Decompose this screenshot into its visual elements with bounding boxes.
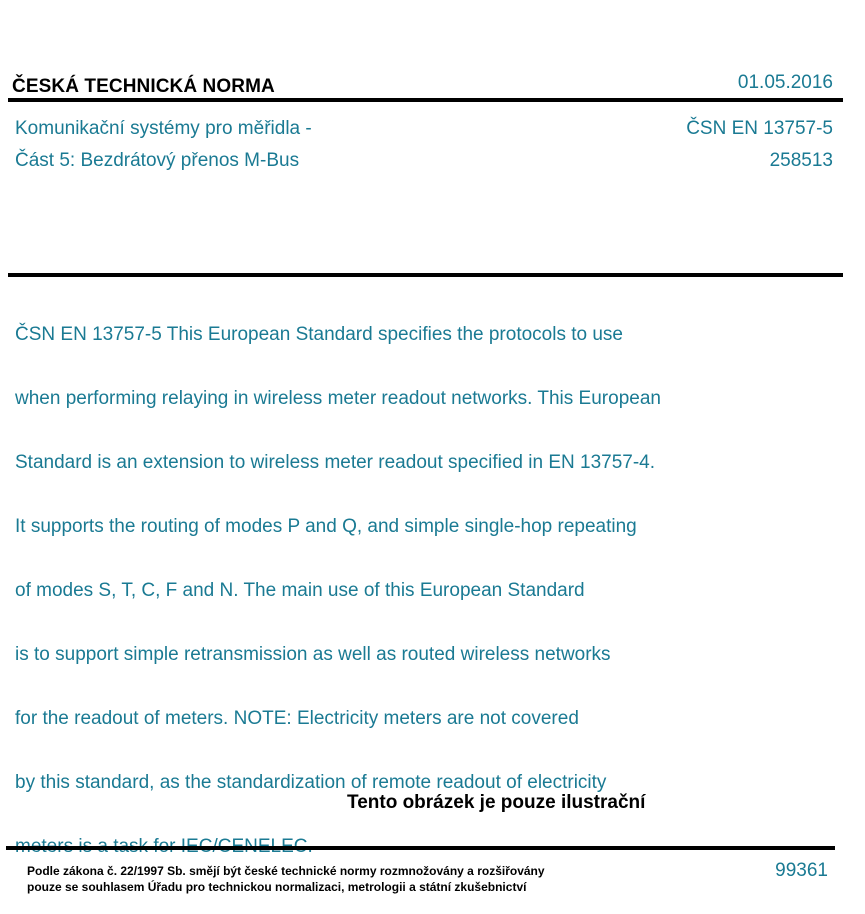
abstract-line: ČSN EN 13757-5 This European Standard specifies the protocols to use bbox=[15, 324, 623, 345]
document-header-title: ČESKÁ TECHNICKÁ NORMA bbox=[12, 76, 275, 97]
abstract-line: for the readout of meters. NOTE: Electricity meters are not covered bbox=[15, 708, 579, 729]
illustration-notice: Tento obrázek je pouze ilustrační bbox=[347, 792, 646, 813]
copyright-notice bbox=[27, 863, 545, 895]
abstract-line: It supports the routing of modes P and Q, and simple single-hop repeating bbox=[15, 516, 637, 537]
abstract-line: Standard is an extension to wireless meter readout specified in EN 13757-4. bbox=[15, 452, 656, 473]
document-title-block bbox=[15, 113, 312, 177]
document-title-line-2: Část 5: Bezdrátový přenos M-Bus bbox=[15, 150, 300, 171]
standard-number: ČSN EN 13757-5 bbox=[686, 118, 833, 139]
document-identifiers bbox=[686, 113, 833, 177]
catalog-number: 258513 bbox=[769, 150, 833, 171]
abstract-line: by this standard, as the standardization of remote readout of electricity bbox=[15, 772, 607, 793]
abstract-divider bbox=[8, 273, 843, 277]
publication-date: 01.05.2016 bbox=[737, 72, 833, 93]
copyright-line-2: pouze se souhlasem Úřadu pro technickou normalizaci, metrologii a státní zkušebnictví bbox=[27, 880, 527, 894]
document-title-line-1: Komunikační systémy pro měřidla - bbox=[15, 118, 312, 139]
header-divider bbox=[8, 98, 843, 102]
abstract-line: of modes S, T, C, F and N. The main use of this European Standard bbox=[15, 580, 585, 601]
abstract-line: is to support simple retransmission as well as routed wireless networks bbox=[15, 644, 611, 665]
footer-divider bbox=[6, 846, 835, 850]
copyright-line-1: Podle zákona č. 22/1997 Sb. smějí být české technické normy rozmnožovány a rozšiřovány bbox=[27, 864, 545, 878]
footer-code: 99361 bbox=[775, 860, 828, 881]
abstract-line: when performing relaying in wireless meter readout networks. This European bbox=[15, 388, 661, 409]
